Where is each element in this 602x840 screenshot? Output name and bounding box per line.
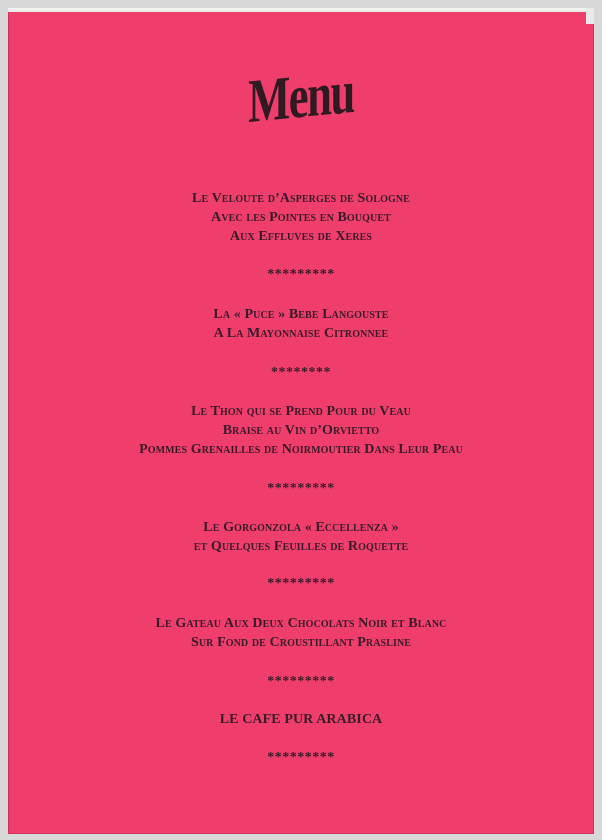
separator-stars: ********* [267,674,335,689]
course-line: Le Veloute d’Asperges de Sologne [192,191,410,206]
course-line: Pommes Grenailles de Noirmoutier Dans Leur Peau [139,442,463,457]
separator-stars: ******** [271,365,331,380]
menu-title: Menu [248,57,354,137]
course-4 [8,518,594,556]
course-line: Aux Effluves de Xeres [229,229,373,244]
separator-stars: ********* [267,481,335,496]
course-line: Le Gateau Aux Deux Chocolats Noir et Blanc [155,616,447,631]
course-6 [8,710,594,729]
paper-top-strip [8,8,594,12]
course-line: Le Gorgonzola « Eccellenza » [203,520,399,535]
course-line: Avec les Pointes en Bouquet [211,210,391,225]
separator-stars: ********* [267,267,335,282]
course-line: Braise au Vin d’Orvietto [222,423,380,438]
course-3 [8,402,594,459]
separator-stars: ********* [267,750,335,765]
course-line: Sur Fond de Croustillant Prasline [190,635,412,650]
separator-stars: ********* [267,576,335,591]
course-line: et Quelques Feuilles de Roquette [193,539,409,554]
course-5 [8,614,594,652]
course-line: LE CAFE PUR ARABICA [219,712,383,727]
menu-sheet [8,8,594,834]
course-line: Le Thon qui se Prend Pour du Veau [191,404,411,419]
course-line: La « Puce » Bebe Langouste [213,307,389,322]
course-2 [8,305,594,343]
course-1 [8,189,594,246]
course-line: A La Mayonnaise Citronnee [213,326,389,341]
paper-corner-tab [586,8,594,24]
